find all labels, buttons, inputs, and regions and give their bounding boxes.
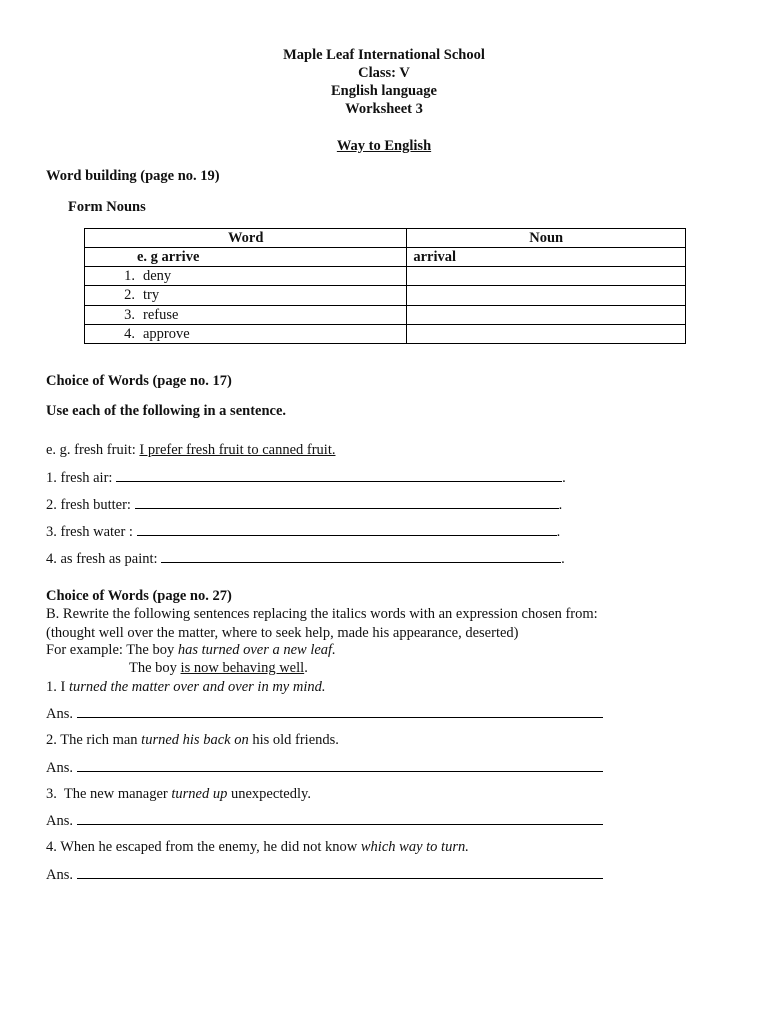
question-italic: which way to turn. bbox=[360, 839, 469, 855]
nouns-table bbox=[84, 228, 686, 344]
row-number: 2. bbox=[124, 287, 135, 304]
answer-row bbox=[46, 704, 603, 723]
worksheet-label: Worksheet 3 bbox=[345, 101, 423, 117]
section1-title: Word building (page no. 19) bbox=[46, 168, 220, 184]
item-end: . bbox=[558, 497, 563, 513]
example-label: For example: The boy bbox=[46, 642, 178, 658]
section2-title: Choice of Words (page no. 17) bbox=[46, 373, 232, 389]
section2-example bbox=[46, 441, 335, 459]
row-word: try bbox=[143, 287, 160, 304]
row-number: 4. bbox=[124, 325, 135, 342]
answer-line[interactable] bbox=[77, 811, 603, 825]
table-row bbox=[85, 305, 686, 324]
answer-line[interactable] bbox=[161, 549, 561, 563]
answer-row bbox=[46, 758, 603, 777]
answer-line[interactable] bbox=[137, 522, 557, 536]
sentence-item bbox=[46, 522, 560, 541]
section2-instruction: Use each of the following in a sentence. bbox=[46, 403, 287, 419]
sentence-item bbox=[46, 495, 562, 514]
table-row bbox=[85, 286, 686, 305]
example2-prefix: The boy bbox=[129, 660, 181, 676]
item-end: . bbox=[556, 524, 561, 540]
question-text: 1. I bbox=[46, 679, 69, 695]
answer-line[interactable] bbox=[135, 495, 559, 509]
answer-line[interactable] bbox=[77, 865, 603, 879]
noun-answer-cell[interactable] bbox=[407, 267, 686, 286]
example-answer: I prefer fresh fruit to canned fruit. bbox=[139, 442, 336, 458]
item-end: . bbox=[562, 470, 566, 486]
answer-row bbox=[46, 811, 603, 830]
item-label: 4. as fresh as paint: bbox=[46, 551, 158, 567]
section3-example-answer bbox=[129, 659, 308, 677]
school-name: Maple Leaf International School bbox=[283, 47, 485, 63]
example2-underlined: is now behaving well bbox=[180, 660, 305, 676]
row-number: 3. bbox=[124, 306, 135, 323]
item-label: 2. fresh butter: bbox=[46, 497, 131, 513]
subject-label: English language bbox=[331, 83, 437, 99]
example-prefix: e. g. fresh fruit: bbox=[46, 442, 136, 458]
noun-answer-cell[interactable] bbox=[407, 286, 686, 305]
sentence-item bbox=[46, 549, 565, 568]
answer-line[interactable] bbox=[77, 758, 603, 772]
noun-answer-cell[interactable] bbox=[407, 305, 686, 324]
table-row bbox=[85, 324, 686, 343]
example-word: e. g arrive bbox=[85, 248, 407, 267]
sentence-item bbox=[46, 468, 566, 487]
example2-end: . bbox=[304, 660, 308, 676]
item-label: 3. fresh water : bbox=[46, 524, 133, 540]
section3-instruction: B. Rewrite the following sentences replacing the italics words with an expression chosen from: bbox=[46, 606, 598, 622]
item-end: . bbox=[561, 551, 565, 567]
question-italic: turned the matter over and over in my mind. bbox=[68, 679, 326, 695]
section3-title: Choice of Words (page no. 27) bbox=[46, 588, 232, 604]
header-word: Word bbox=[85, 229, 407, 248]
answer-line[interactable] bbox=[116, 468, 562, 482]
worksheet-header bbox=[0, 46, 768, 118]
question-1 bbox=[46, 678, 326, 696]
question-4 bbox=[46, 838, 469, 856]
question-italic: turned up bbox=[171, 786, 228, 802]
row-word: approve bbox=[143, 325, 190, 342]
question-text: 2. The rich man bbox=[46, 732, 142, 748]
ans-label: Ans. bbox=[46, 706, 73, 722]
question-text: 4. When he escaped from the enemy, he did not know bbox=[46, 839, 361, 855]
question-3 bbox=[46, 785, 311, 803]
row-word: refuse bbox=[143, 306, 179, 323]
example-noun: arrival bbox=[407, 248, 686, 267]
ans-label: Ans. bbox=[46, 760, 73, 776]
answer-row bbox=[46, 865, 603, 884]
table-row bbox=[85, 267, 686, 286]
book-title: Way to English bbox=[336, 138, 432, 154]
question-text: 3. The new manager bbox=[46, 786, 172, 802]
section3-example bbox=[46, 641, 336, 659]
table-header-row bbox=[85, 229, 686, 248]
question-2 bbox=[46, 731, 339, 749]
item-label: 1. fresh air: bbox=[46, 470, 113, 486]
answer-line[interactable] bbox=[77, 704, 603, 718]
row-number: 1. bbox=[124, 268, 135, 285]
question-text-end: his old friends. bbox=[248, 732, 339, 748]
section3-options: (thought well over the matter, where to seek help, made his appearance, deserted) bbox=[46, 625, 519, 641]
ans-label: Ans. bbox=[46, 813, 73, 829]
question-text-end: unexpectedly. bbox=[227, 786, 311, 802]
question-italic: turned his back on bbox=[141, 732, 249, 748]
example-italic: has turned over a new leaf. bbox=[177, 642, 336, 658]
table-row-example bbox=[85, 248, 686, 267]
noun-answer-cell[interactable] bbox=[407, 324, 686, 343]
ans-label: Ans. bbox=[46, 867, 73, 883]
header-noun: Noun bbox=[407, 229, 686, 248]
class-label: Class: V bbox=[358, 65, 410, 81]
section1-subtitle: Form Nouns bbox=[68, 199, 146, 215]
row-word: deny bbox=[143, 268, 172, 285]
